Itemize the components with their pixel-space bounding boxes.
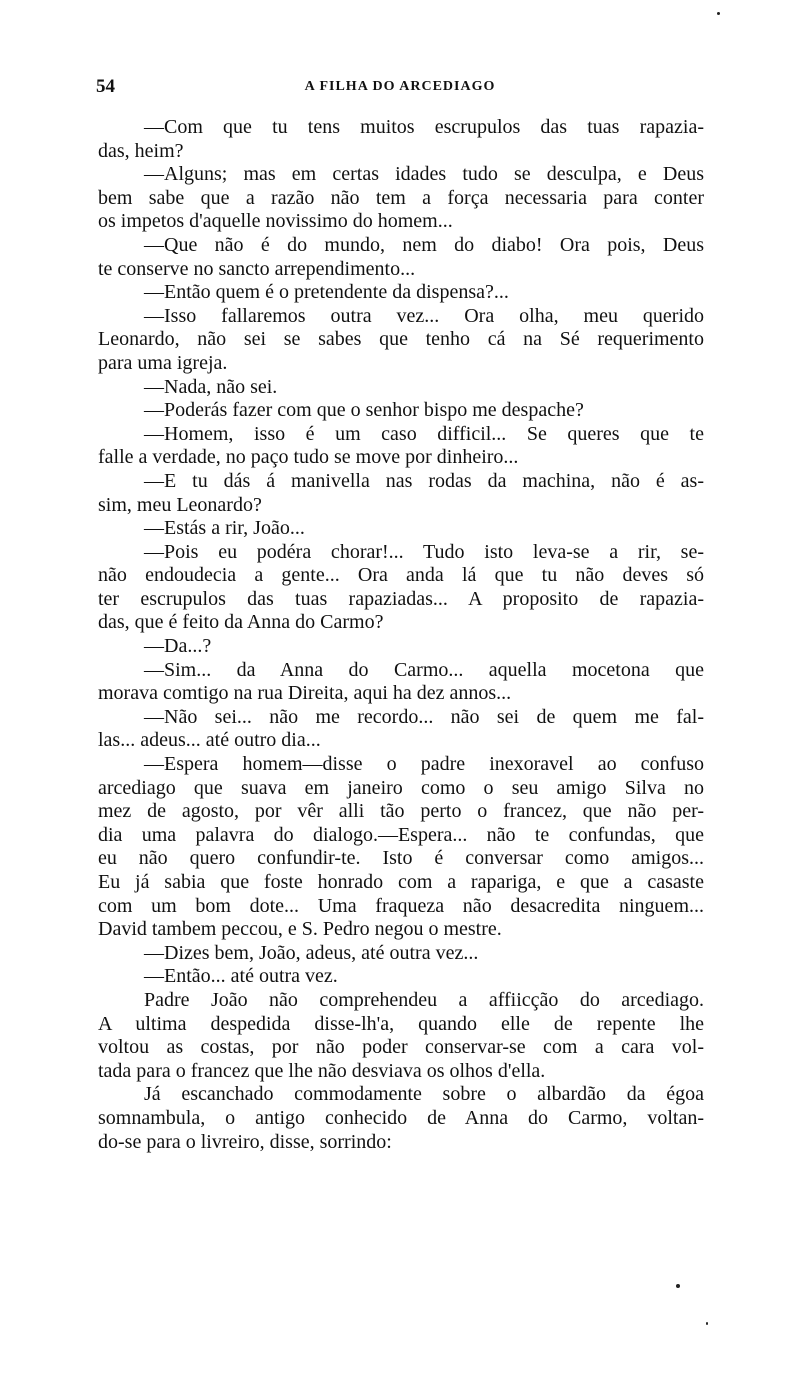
ink-speck — [717, 12, 720, 15]
text-line: ter escrupulos das tuas rapaziadas... A proposito de rapazia- — [98, 587, 704, 610]
text-line: —Que não é do mundo, nem do diabo! Ora pois, Deus — [144, 233, 704, 256]
paragraph — [98, 541, 704, 635]
paragraph — [98, 965, 704, 989]
text-line: —Pois eu podéra chorar!... Tudo isto leva-se a rir, se- — [144, 540, 704, 563]
text-line: Padre João não comprehendeu a affiicção do arcediago. — [144, 988, 704, 1011]
text-line: —Dizes bem, João, adeus, até outra vez... — [144, 941, 479, 964]
paragraph — [98, 116, 704, 163]
text-line: para uma igreja. — [98, 351, 228, 374]
text-line: —Nada, não sei. — [144, 375, 278, 398]
paragraph — [98, 305, 704, 376]
text-line: —Poderás fazer com que o senhor bispo me despache? — [144, 399, 584, 422]
paragraph — [98, 1083, 704, 1154]
paragraph — [98, 517, 704, 541]
text-line: arcediago que suava em janeiro como o seu amigo Silva no — [98, 776, 704, 799]
text-line: —Homem, isso é um caso difficil... Se queres que te — [144, 422, 704, 445]
paragraph — [98, 706, 704, 753]
text-line: sim, meu Leonardo? — [98, 493, 262, 516]
text-line: —E tu dás á manivella nas rodas da machina, não é as- — [144, 469, 704, 492]
paragraph — [98, 281, 704, 305]
paragraph — [98, 659, 704, 706]
ink-speck — [676, 1284, 680, 1288]
text-line: falle a verdade, no paço tudo se move por dinheiro... — [98, 446, 519, 469]
text-line: —Da...? — [144, 635, 212, 658]
text-line: —Então... até outra vez. — [144, 965, 338, 988]
text-line: David tambem peccou, e S. Pedro negou o mestre. — [98, 918, 502, 941]
text-line: Eu já sabia que foste honrado com a rapariga, e que a casaste — [98, 871, 704, 893]
paragraph — [98, 470, 704, 517]
text-line: dia uma palavra do dialogo.—Espera... não te confundas, que — [98, 823, 704, 846]
paragraph — [98, 376, 704, 400]
text-line: —Com que tu tens muitos escrupulos das tuas rapazia- — [144, 116, 704, 138]
ink-speck — [706, 1322, 708, 1325]
paragraph — [98, 753, 704, 942]
paragraph — [98, 234, 704, 281]
text-line: —Não sei... não me recordo... não sei de quem me fal- — [144, 705, 704, 728]
text-line: las... adeus... até outro dia... — [98, 729, 321, 752]
text-line: os impetos d'aquelle novissimo do homem... — [98, 210, 453, 233]
text-line: não endoudecia a gente... Ora anda lá que tu não deves só — [98, 564, 704, 587]
paragraph — [98, 989, 704, 1083]
text-line: Leonardo, não sei se sabes que tenho cá na Sé requerimento — [98, 328, 704, 351]
text-line: bem sabe que a razão não tem a força necessaria para conter — [98, 186, 704, 209]
running-head: A FILHA DO ARCEDIAGO — [304, 79, 496, 94]
text-line: —Alguns; mas em certas idades tudo se desculpa, e Deus — [144, 163, 704, 186]
text-line: mez de agosto, por vêr alli tão perto o francez, que não per- — [98, 800, 704, 823]
text-line: Já escanchado commodamente sobre o albardão da égoa — [144, 1083, 704, 1106]
text-line: —Estás a rir, João... — [144, 517, 305, 540]
paragraph — [98, 942, 704, 966]
paragraph — [98, 163, 704, 234]
text-line: —Sim... da Anna do Carmo... aquella mocetona que — [144, 658, 704, 681]
paragraph — [98, 635, 704, 659]
text-line: eu não quero confundir-te. Isto é conversar como amigos... — [98, 847, 704, 870]
paragraph — [98, 399, 704, 423]
text-line: —Isso fallaremos outra vez... Ora olha, meu querido — [144, 304, 704, 327]
text-line: morava comtigo na rua Direita, aqui ha dez annos... — [98, 682, 512, 705]
text-line: te conserve no sancto arrependimento... — [98, 257, 416, 280]
text-line: com um bom dote... Uma fraqueza não desacredita ninguem... — [98, 894, 704, 917]
text-line: tada para o francez que lhe não desviava os olhos d'ella. — [98, 1059, 546, 1082]
text-line: do-se para o livreiro, disse, sorrindo: — [98, 1130, 392, 1153]
body-text — [98, 116, 704, 1154]
text-line: voltou as costas, por não poder conservar-se com a cara vol- — [98, 1036, 704, 1059]
text-line: —Espera homem—disse o padre inexoravel ao confuso — [144, 753, 704, 776]
text-line: somnambula, o antigo conhecido de Anna do Carmo, voltan- — [98, 1106, 704, 1129]
text-line: —Então quem é o pretendente da dispensa?... — [144, 281, 509, 304]
page-number: 54 — [96, 76, 115, 97]
text-line: A ultima despedida disse-lh'a, quando elle de repente lhe — [98, 1012, 704, 1035]
paragraph — [98, 423, 704, 470]
text-line: das, que é feito da Anna do Carmo? — [98, 611, 384, 634]
text-line: das, heim? — [98, 139, 184, 162]
